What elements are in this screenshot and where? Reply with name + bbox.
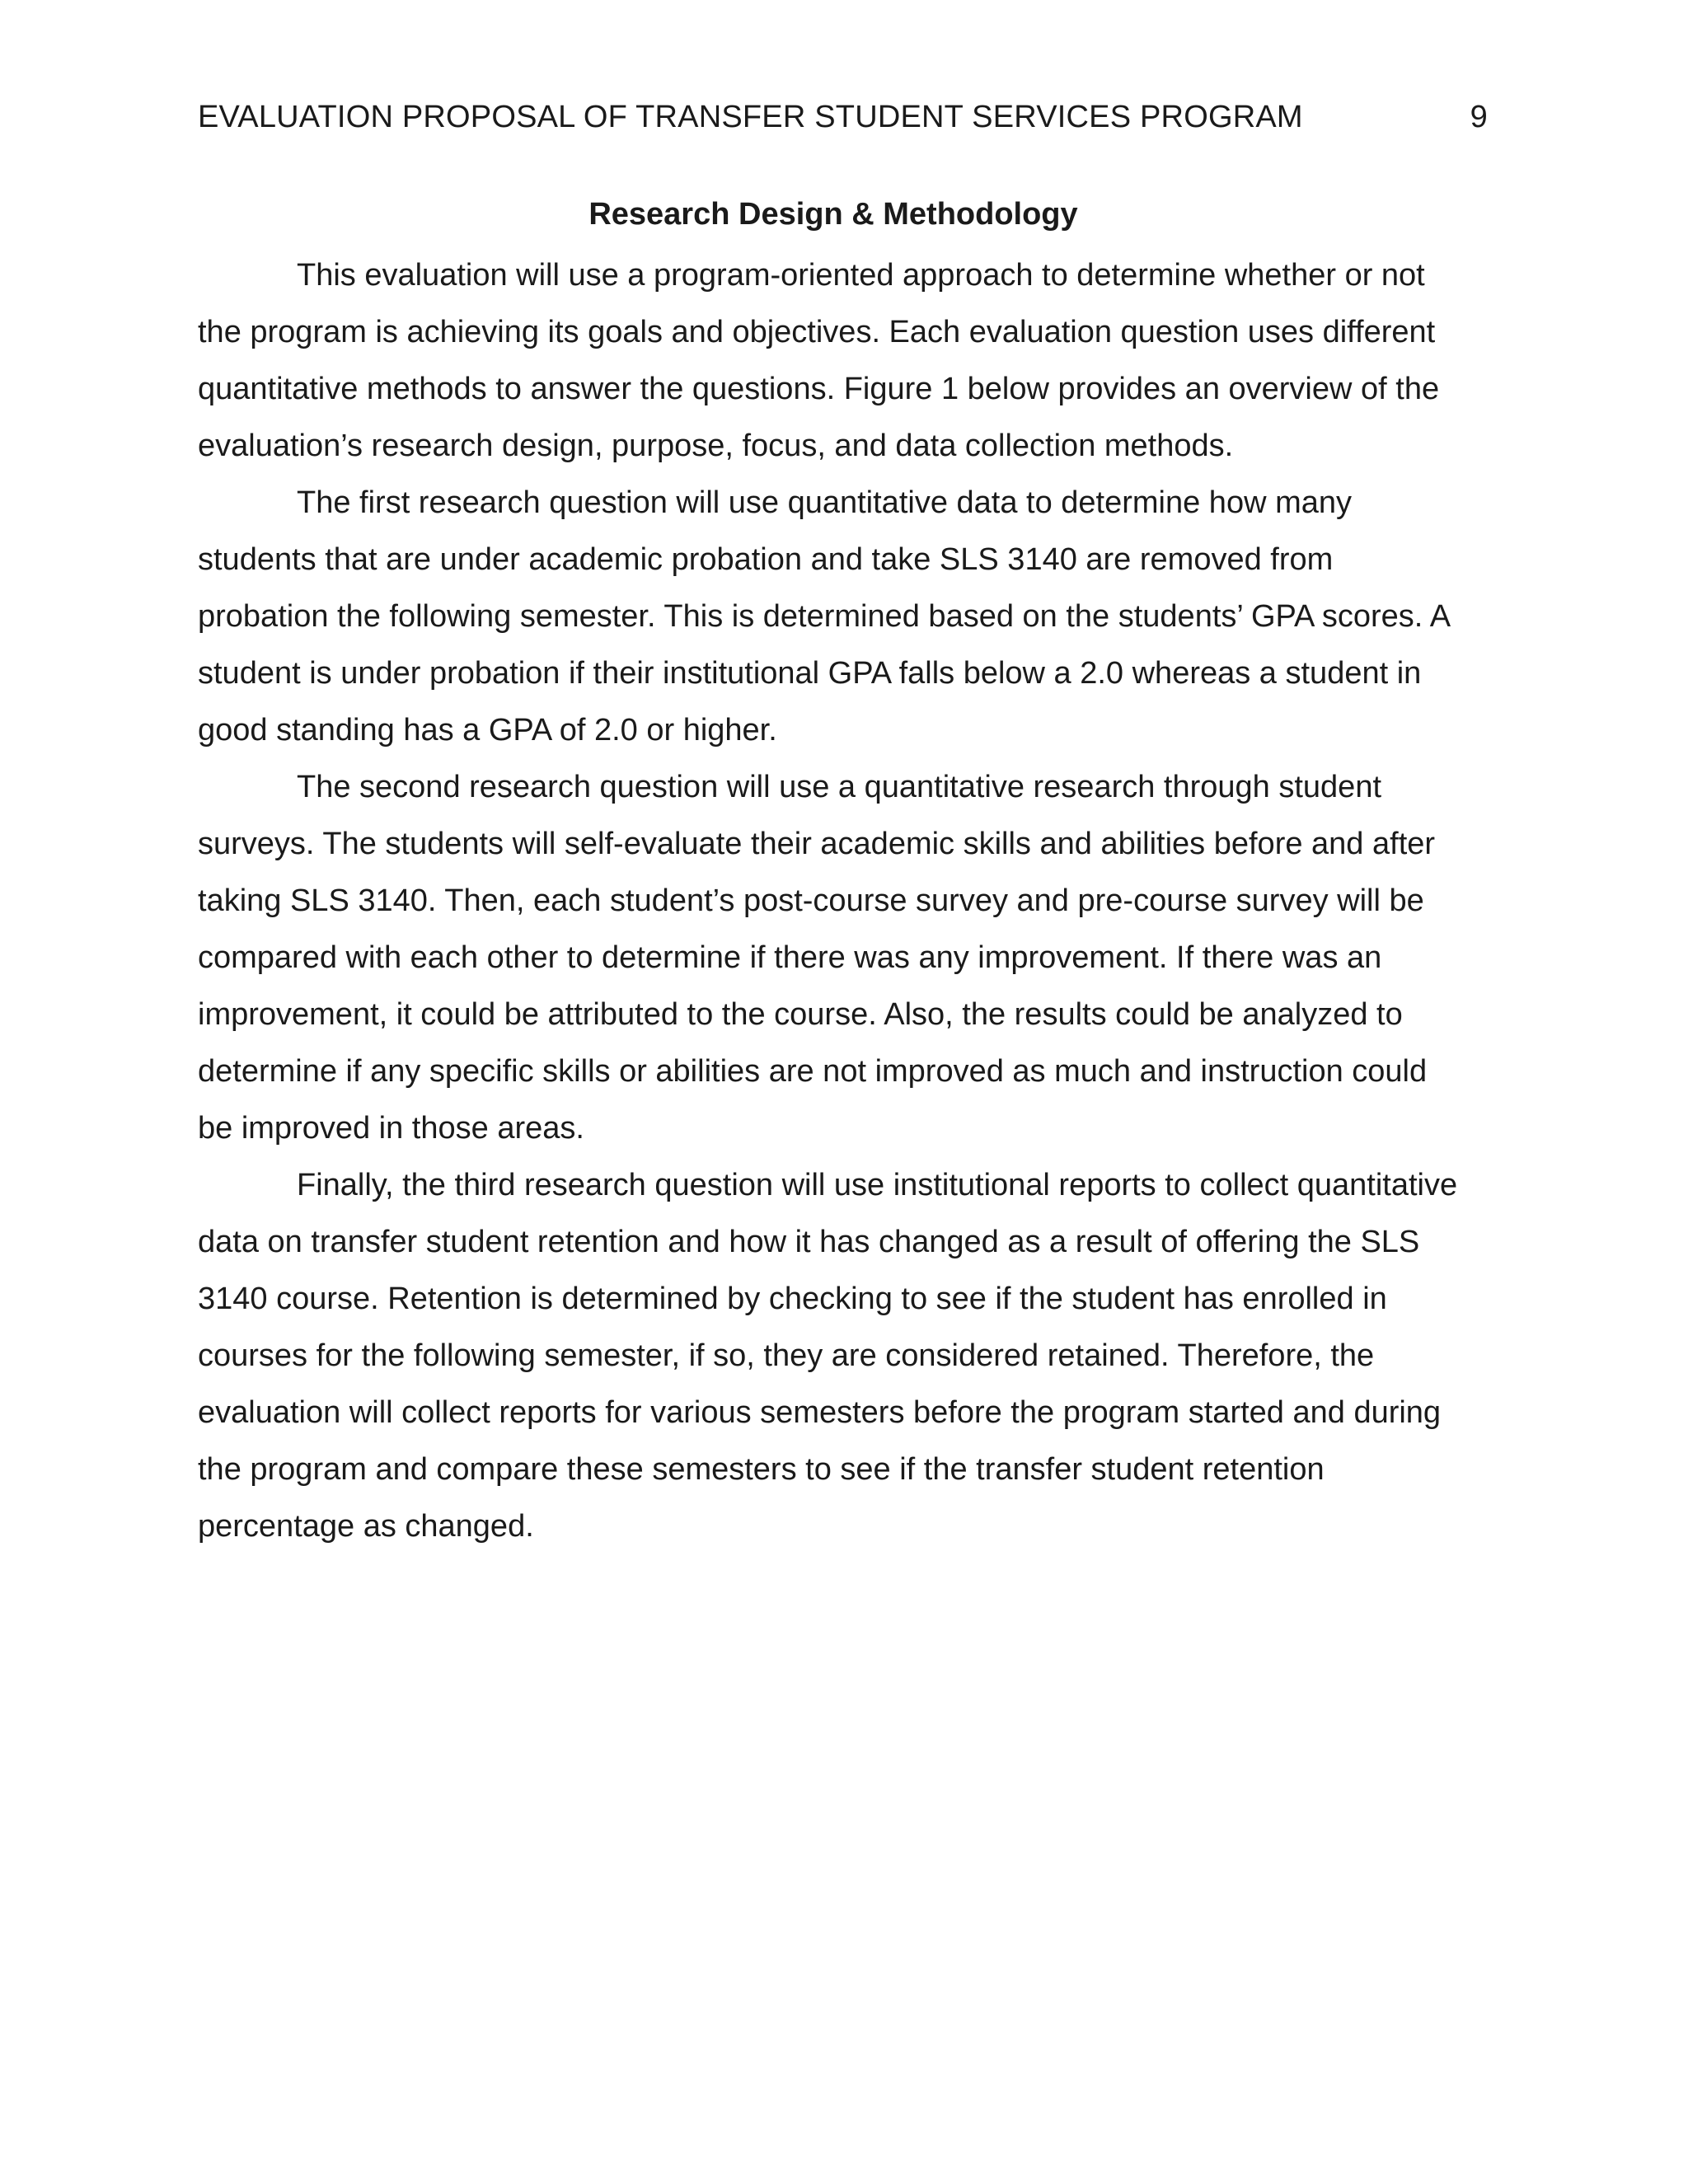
section-heading: Research Design & Methodology (588, 197, 1078, 232)
paragraph-third-question: Finally, the third research question will use institutional reports to collect quantitative data on transfer student retention and how it has changed as a result of offering the SLS 3140 course. Retention is determined by checking to see if the student has enrolled in courses for the following semester, if so, they are considered retained. Therefore, the evaluation will collect reports for various semesters before the program started and during the program and compare these semesters to see if the transfer student retention percentage as changed. (198, 1168, 1458, 1544)
paragraph-second-question: The second research question will use a quantitative research through student surveys. The students will self-evaluate their academic skills and abilities before and after taking SLS 3140. Then, each student’s post-course survey and pre-course survey will be compared with each other to determine if there was any improvement. If there was an improvement, it could be attributed to the course. Also, the results could be analyzed to determine if any specific skills or abilities are not improved as much and instruction could be improved in those areas. (198, 770, 1436, 1146)
running-head (198, 96, 1488, 138)
page-number: 9 (1470, 100, 1488, 134)
running-head-title: EVALUATION PROPOSAL OF TRANSFER STUDENT SERVICES PROGRAM (198, 100, 1303, 134)
paragraph-overview: This evaluation will use a program-oriented approach to determine whether or not the program is achieving its goals and objectives. Each evaluation question uses different quantitative methods to answer the questions. Figure 1 below provides an overview of the evaluation’s research design, purpose, focus, and data collection methods. (198, 258, 1440, 463)
body-text (198, 247, 1469, 1555)
paragraph-first-question: The first research question will use quantitative data to determine how many students that are under academic probation and take SLS 3140 are removed from probation the following semester. This is determined based on the students’ GPA scores. A student is under probation if their institutional GPA falls below a 2.0 whereas a student in good standing has a GPA of 2.0 or higher. (198, 485, 1450, 748)
